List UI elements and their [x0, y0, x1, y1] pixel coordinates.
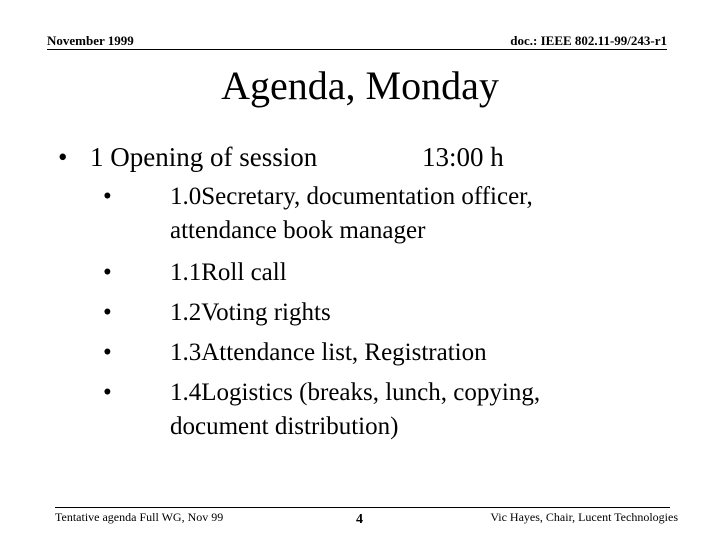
footer-right-text: Vic Hayes, Chair, Lucent Technologies [490, 510, 678, 524]
bullet-marker: • [103, 259, 112, 286]
bullet-marker: • [58, 142, 68, 172]
footer-left-text: Tentative agenda Full WG, Nov 99 [55, 510, 224, 524]
sub-item-text: 1.2Voting rights [170, 299, 331, 326]
main-agenda-item [58, 138, 504, 176]
bullet-marker: • [103, 379, 112, 406]
slide-title: Agenda, Monday [221, 63, 499, 108]
main-item-time: 13:00 h [422, 142, 504, 172]
sub-item-text: 1.4Logistics (breaks, lunch, copying, document distribution) [170, 379, 541, 440]
header-doc-id: doc.: IEEE 802.11-99/243-r1 [510, 33, 667, 48]
sub-item-text: 1.0Secretary, documentation officer, attendance book manager [170, 183, 533, 244]
bullet-marker: • [103, 339, 112, 366]
page-number: 4 [356, 512, 363, 527]
footer-divider [55, 507, 670, 508]
bullet-marker: • [103, 299, 112, 326]
sub-item-text: 1.1Roll call [170, 259, 287, 286]
header-date: November 1999 [47, 33, 134, 48]
main-item-label: 1 Opening of session [90, 142, 318, 172]
bullet-marker: • [103, 183, 112, 210]
sub-item-text: 1.3Attendance list, Registration [170, 339, 487, 366]
header-divider [47, 49, 667, 50]
